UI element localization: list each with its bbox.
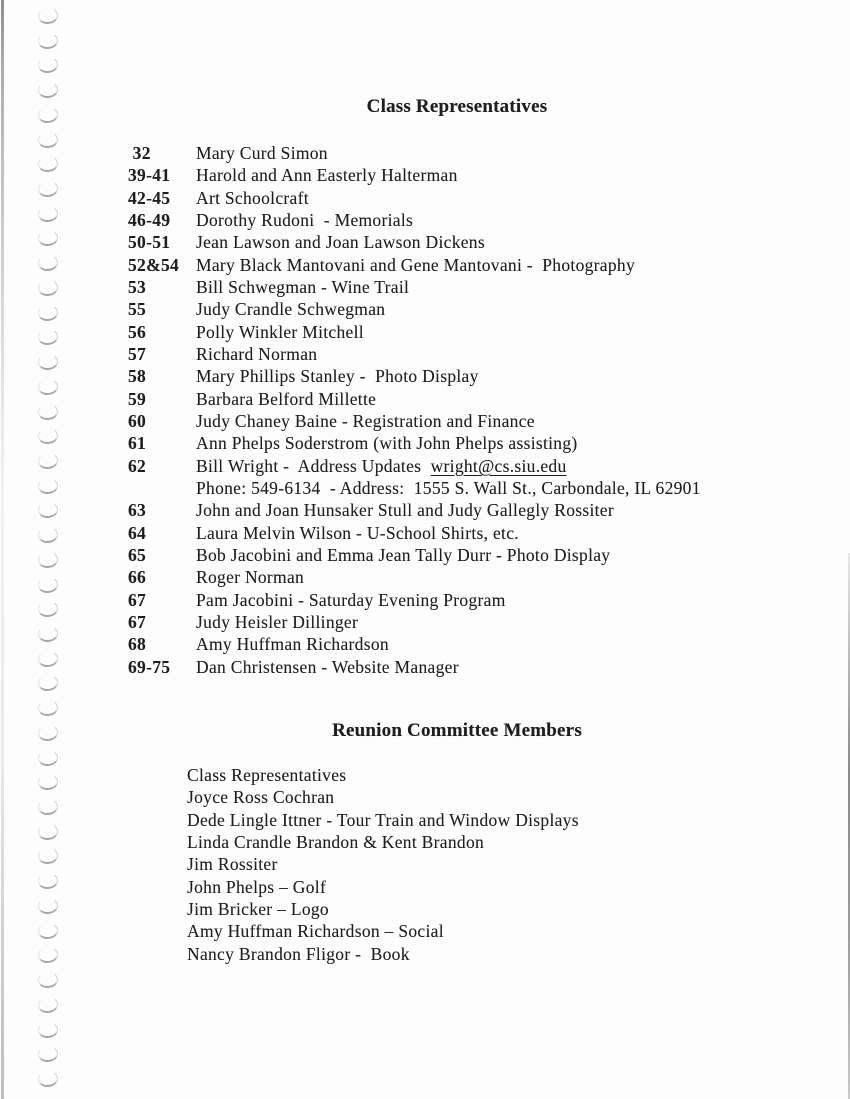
class-year: 67 (128, 611, 147, 632)
representative-name: Harold and Ann Easterly Halterman (196, 165, 458, 186)
spiral-coil-icon (37, 749, 58, 767)
spiral-coil-icon (37, 1045, 58, 1063)
class-year: 68 (128, 634, 147, 655)
class-rep-row (128, 231, 701, 253)
spiral-coil-icon (37, 650, 58, 668)
representative-name: John and Joan Hunsaker Stull and Judy Gallegly Rossiter (196, 500, 614, 521)
committee-member: Amy Huffman Richardson – Social (187, 921, 444, 942)
class-rep-row (128, 522, 701, 544)
spiral-coil-icon (37, 329, 58, 347)
class-year: 64 (128, 522, 147, 543)
class-rep-row (128, 611, 701, 633)
representative-name: Judy Heisler Dillinger (196, 611, 359, 632)
class-year: 60 (128, 410, 147, 431)
class-year: 58 (128, 366, 147, 387)
spiral-coil-icon (37, 205, 58, 223)
committee-member: John Phelps – Golf (187, 876, 327, 897)
representative-name: Mary Phillips Stanley - Photo Display (196, 366, 479, 387)
class-year: 32 (128, 143, 151, 163)
class-representatives-list (128, 142, 701, 678)
committee-member: Joyce Ross Cochran (187, 787, 335, 808)
class-rep-row (128, 656, 701, 678)
class-rep-row (128, 254, 701, 276)
class-year: 65 (128, 544, 147, 565)
spiral-coil-icon (37, 947, 58, 965)
committee-member: Dede Lingle Ittner - Tour Train and Window Displays (187, 809, 579, 830)
spiral-coil-icon (37, 502, 58, 520)
spiral-coil-icon (37, 971, 58, 989)
spiral-coil-icon (37, 897, 58, 915)
section-title-reunion-committee: Reunion Committee Members (332, 720, 582, 741)
class-year: 46-49 (128, 209, 171, 230)
representative-name: Richard Norman (196, 343, 318, 364)
class-year: 57 (128, 343, 147, 364)
spiral-coil-icon (37, 254, 58, 272)
class-rep-row (128, 544, 701, 566)
representative-name: Mary Curd Simon (196, 143, 328, 163)
spiral-coil-icon (37, 230, 58, 248)
class-year: 66 (128, 567, 147, 588)
class-rep-row (128, 589, 701, 611)
committee-members-list (187, 764, 579, 965)
spiral-coil-icon (37, 724, 58, 742)
representative-name: Jean Lawson and Joan Lawson Dickens (196, 232, 485, 253)
class-year: 63 (128, 500, 147, 521)
class-year: 69-75 (128, 656, 171, 677)
class-year: 50-51 (128, 232, 171, 253)
spiral-coil-icon (37, 452, 58, 470)
spiral-coil-icon (37, 823, 58, 841)
class-year: 52&54 (128, 254, 180, 275)
class-year (128, 477, 196, 499)
class-year: 67 (128, 589, 147, 610)
spiral-coil-icon (37, 7, 58, 25)
class-rep-row (128, 633, 701, 655)
spiral-coil-icon (37, 180, 58, 198)
spiral-coil-icon (37, 996, 58, 1014)
spiral-coil-icon (37, 427, 58, 445)
class-year: 53 (128, 276, 147, 297)
representative-name: Ann Phelps Soderstrom (with John Phelps assisting) (196, 433, 578, 454)
representative-name: Bob Jacobini and Emma Jean Tally Durr - Photo Display (196, 544, 611, 565)
class-rep-row (128, 321, 701, 343)
spiral-coil-icon (37, 1070, 58, 1088)
spiral-coil-icon (37, 155, 58, 173)
class-rep-row (128, 432, 701, 454)
class-year: 61 (128, 433, 147, 454)
spiral-coil-icon (37, 81, 58, 99)
spiral-coil-icon (37, 600, 58, 618)
spiral-coil-icon (37, 106, 58, 124)
class-year: 62 (128, 455, 147, 476)
representative-name: Bill Schwegman - Wine Trail (196, 276, 410, 297)
spiral-coil-icon (37, 403, 58, 421)
class-rep-row (128, 276, 701, 298)
class-rep-row (128, 477, 701, 499)
committee-member: Jim Bricker – Logo (187, 898, 329, 919)
spiral-coil-icon (37, 57, 58, 75)
class-rep-row (128, 365, 701, 387)
class-year: 55 (128, 299, 147, 320)
representative-name: Mary Black Mantovani and Gene Mantovani - Photography (196, 254, 636, 275)
representative-name: Phone: 549-6134 - Address: 1555 S. Wall St., Carbondale, IL 62901 (196, 477, 701, 498)
spiral-binding (38, 0, 64, 1099)
class-rep-row (128, 164, 701, 186)
spiral-coil-icon (37, 848, 58, 866)
representative-name: Judy Crandle Schwegman (196, 299, 386, 320)
spiral-coil-icon (37, 353, 58, 371)
email-link: wright@cs.siu.edu (430, 455, 567, 476)
class-rep-row (128, 209, 701, 231)
spiral-coil-icon (37, 131, 58, 149)
representative-name: Bill Wright - Address Updates (196, 455, 431, 476)
representative-name: Amy Huffman Richardson (196, 634, 389, 655)
class-rep-row (128, 142, 701, 164)
representative-name: Laura Melvin Wilson - U-School Shirts, etc. (196, 522, 519, 543)
spiral-coil-icon (37, 551, 58, 569)
representative-name: Judy Chaney Baine - Registration and Finance (196, 410, 535, 431)
page-title-class-representatives: Class Representatives (366, 96, 548, 117)
class-rep-row (128, 410, 701, 432)
class-rep-row (128, 455, 701, 477)
spiral-coil-icon (37, 477, 58, 495)
spiral-coil-icon (37, 798, 58, 816)
representative-name: Dorothy Rudoni - Memorials (196, 209, 414, 230)
spiral-coil-icon (37, 378, 58, 396)
spiral-coil-icon (37, 625, 58, 643)
spiral-coil-icon (37, 922, 58, 940)
class-rep-row (128, 566, 701, 588)
representative-name: Dan Christensen - Website Manager (196, 656, 459, 677)
spiral-coil-icon (37, 773, 58, 791)
spiral-coil-icon (37, 1021, 58, 1039)
class-rep-row (128, 388, 701, 410)
spiral-coil-icon (37, 675, 58, 693)
spiral-coil-icon (37, 32, 58, 50)
spiral-coil-icon (37, 699, 58, 717)
committee-member: Nancy Brandon Fligor - Book (187, 943, 410, 964)
class-rep-row (128, 298, 701, 320)
committee-member: Class Representatives (187, 765, 347, 785)
class-rep-row (128, 499, 701, 521)
class-rep-row (128, 343, 701, 365)
class-year: 39-41 (128, 165, 171, 186)
representative-name: Roger Norman (196, 567, 305, 588)
spiral-coil-icon (37, 872, 58, 890)
representative-name: Polly Winkler Mitchell (196, 321, 364, 342)
representative-name: Pam Jacobini - Saturday Evening Program (196, 589, 506, 610)
class-year: 59 (128, 388, 147, 409)
class-year: 42-45 (128, 187, 171, 208)
spiral-coil-icon (37, 526, 58, 544)
class-rep-row (128, 187, 701, 209)
spiral-coil-icon (37, 279, 58, 297)
representative-name: Art Schoolcraft (196, 187, 309, 208)
committee-member: Linda Crandle Brandon & Kent Brandon (187, 831, 485, 852)
class-year: 56 (128, 321, 147, 342)
spiral-coil-icon (37, 576, 58, 594)
representative-name: Barbara Belford Millette (196, 388, 377, 409)
scan-edge-left (1, 0, 4, 1099)
spiral-coil-icon (37, 304, 58, 322)
committee-member: Jim Rossiter (187, 854, 278, 875)
